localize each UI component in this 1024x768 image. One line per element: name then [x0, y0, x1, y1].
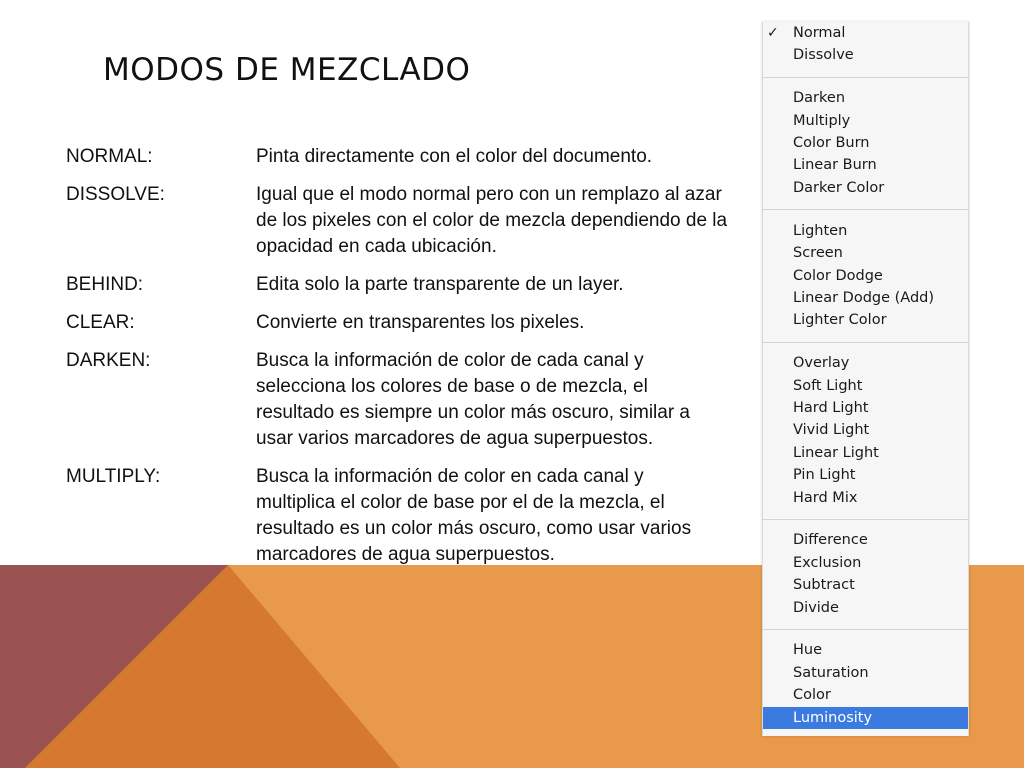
slide-title: MODOS DE MEZCLADO [103, 52, 471, 88]
menu-item-vivid-light[interactable] [763, 419, 968, 441]
definition-text: Igual que el modo normal pero con un remplazo al azar de los pixeles con el color de mezcla dependiendo de la opacidad en cada ubicación. [256, 184, 728, 257]
menu-item-overlay[interactable] [763, 352, 968, 374]
menu-item-divide[interactable] [763, 597, 968, 619]
definition-text: Edita solo la parte transparente de un layer. [256, 274, 624, 295]
menu-item-color-dodge[interactable] [763, 265, 968, 287]
menu-separator [763, 67, 968, 88]
menu-item-lighten[interactable] [763, 220, 968, 242]
definition-row [66, 310, 736, 336]
menu-item-label: Overlay [793, 355, 850, 372]
menu-item-darker-color[interactable] [763, 177, 968, 199]
menu-item-label: Darker Color [793, 179, 885, 196]
menu-item-multiply[interactable] [763, 110, 968, 132]
menu-separator [763, 619, 968, 640]
menu-item-label: Lighter Color [793, 312, 887, 329]
blend-mode-menu[interactable] [762, 22, 969, 736]
menu-item-label: Multiply [793, 112, 851, 129]
checkmark-icon: ✓ [767, 25, 779, 41]
definition-term: DISSOLVE: [66, 184, 165, 205]
menu-item-screen[interactable] [763, 242, 968, 264]
definition-row [66, 348, 736, 452]
menu-separator [763, 332, 968, 353]
menu-item-hue[interactable] [763, 639, 968, 661]
menu-item-label: Vivid Light [793, 422, 870, 439]
menu-item-label: Hard Light [793, 399, 869, 416]
menu-item-label: Color [793, 687, 831, 704]
menu-item-label: Difference [793, 532, 868, 549]
menu-item-soft-light[interactable] [763, 375, 968, 397]
definition-term: MULTIPLY: [66, 466, 161, 487]
definition-row [66, 144, 736, 170]
menu-item-pin-light[interactable] [763, 464, 968, 486]
menu-item-label: Lighten [793, 222, 848, 239]
definition-text: Busca la información de color en cada canal y multiplica el color de base por el de la mezcla, el resultado es un color más oscuro, como usar varios marcadores de agua superpuestos. [256, 466, 692, 565]
definition-list [66, 144, 736, 580]
menu-item-normal[interactable] [763, 22, 968, 44]
definition-row [66, 464, 736, 568]
menu-item-label: Color Dodge [793, 267, 883, 284]
menu-item-lighter-color[interactable] [763, 309, 968, 331]
menu-item-label: Darken [793, 90, 846, 107]
menu-item-exclusion[interactable] [763, 552, 968, 574]
menu-item-dissolve[interactable] [763, 44, 968, 66]
menu-item-difference[interactable] [763, 529, 968, 551]
definition-row [66, 272, 736, 298]
menu-item-linear-burn[interactable] [763, 154, 968, 176]
menu-item-label: Saturation [793, 664, 869, 681]
menu-item-hard-mix[interactable] [763, 487, 968, 509]
definition-text: Busca la información de color de cada canal y selecciona los colores de base o de mezcla, el resultado es siempre un color más oscuro, similar a usar varios marcadores de agua superpuestos. [256, 350, 691, 449]
menu-separator [763, 509, 968, 530]
definition-term: DARKEN: [66, 350, 151, 371]
menu-item-label: Pin Light [793, 467, 856, 484]
menu-item-color[interactable] [763, 684, 968, 706]
menu-item-color-burn[interactable] [763, 132, 968, 154]
menu-item-label: Exclusion [793, 554, 862, 571]
menu-item-luminosity[interactable] [763, 707, 968, 729]
definition-text: Pinta directamente con el color del documento. [256, 146, 653, 167]
menu-item-darken[interactable] [763, 87, 968, 109]
definition-term: CLEAR: [66, 312, 135, 333]
definition-text: Convierte en transparentes los pixeles. [256, 312, 585, 333]
definition-term: NORMAL: [66, 146, 153, 167]
menu-separator [763, 199, 968, 220]
menu-item-label: Hue [793, 642, 823, 659]
menu-item-label: Luminosity [793, 709, 873, 726]
menu-item-label: Linear Burn [793, 157, 877, 174]
menu-item-label: Color Burn [793, 135, 870, 152]
menu-item-label: Linear Light [793, 444, 879, 461]
menu-item-subtract[interactable] [763, 574, 968, 596]
menu-item-label: Normal [793, 25, 846, 41]
definition-row [66, 182, 736, 260]
menu-item-hard-light[interactable] [763, 397, 968, 419]
menu-item-label: Subtract [793, 577, 855, 594]
menu-item-label: Soft Light [793, 377, 863, 394]
definition-term: BEHIND: [66, 274, 144, 295]
menu-item-saturation[interactable] [763, 662, 968, 684]
menu-item-label: Linear Dodge (Add) [793, 289, 935, 306]
menu-item-label: Divide [793, 599, 839, 616]
menu-item-linear-dodge-add[interactable] [763, 287, 968, 309]
menu-item-label: Hard Mix [793, 489, 858, 506]
menu-item-label: Dissolve [793, 47, 854, 64]
menu-item-label: Screen [793, 245, 843, 262]
menu-item-linear-light[interactable] [763, 442, 968, 464]
